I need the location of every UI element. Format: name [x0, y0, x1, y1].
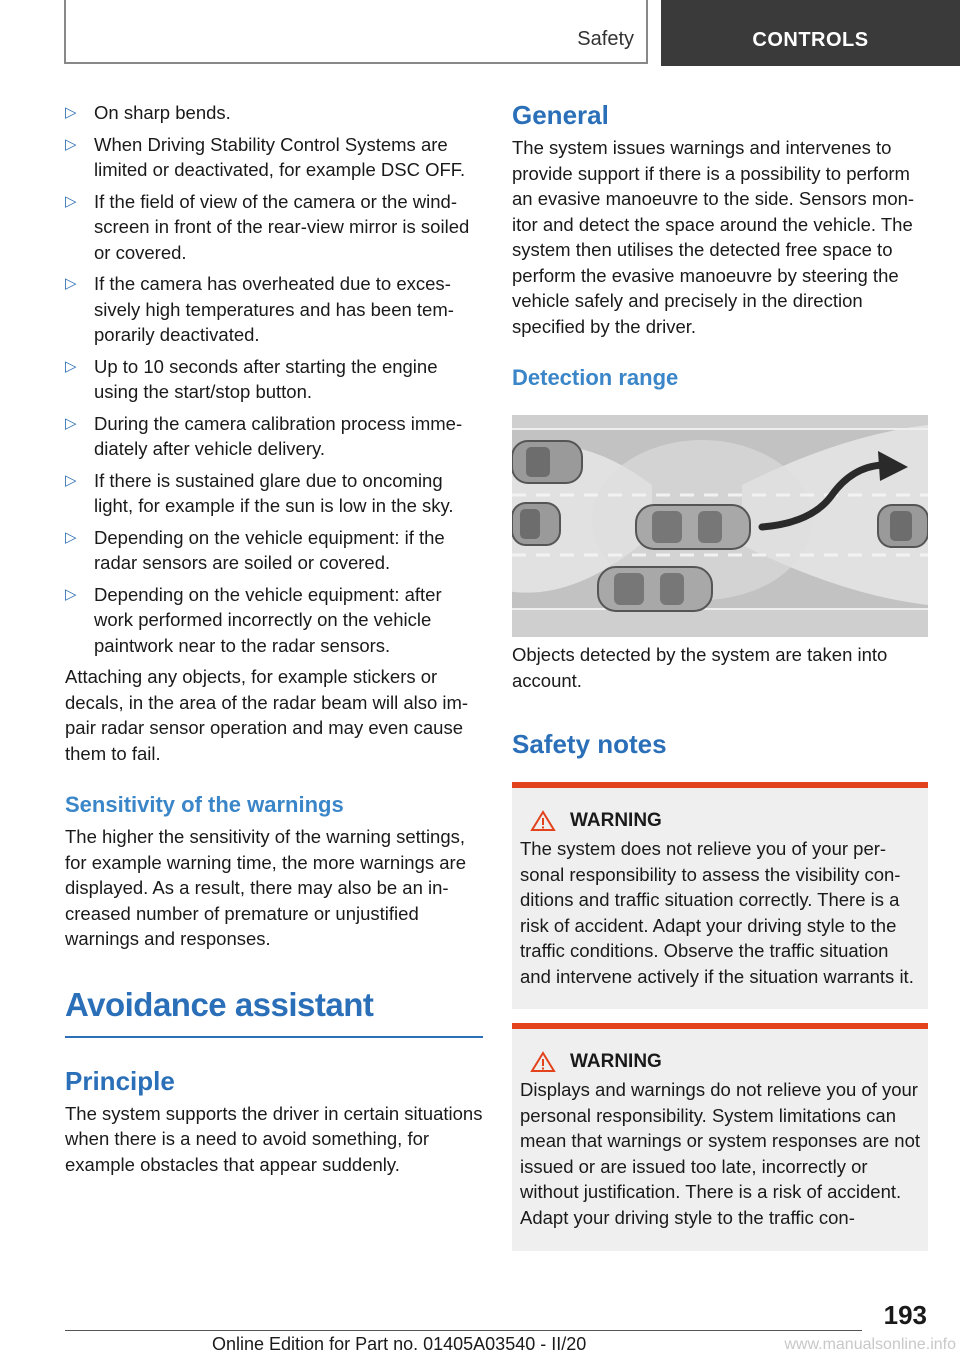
sensitivity-paragraph: The higher the sensitivity of the warning settings, for example warning time, the more warnings are displayed. As a result, there may also be an increased number of premature or unjustified warnings and responses.: [65, 826, 467, 949]
list-item-text: When Driving Stability Control Systems are limited or deactivated, for example DSC OFF.: [94, 133, 466, 180]
car-icon: [878, 505, 928, 547]
principle-paragraph: The system supports the driver in certain situations when there is a need to avoid something, for example obstacles that appear suddenly.: [65, 1102, 483, 1175]
bullet-triangle-icon: ▷: [65, 414, 77, 432]
warning-triangle-icon: [530, 810, 556, 832]
heading-divider: [65, 1036, 483, 1038]
bullet-triangle-icon: ▷: [65, 104, 77, 121]
list-item: [65, 354, 483, 405]
general-heading: General: [512, 100, 609, 130]
warning-box: [512, 1023, 928, 1251]
car-icon: [512, 503, 560, 545]
car-icon: [598, 567, 712, 611]
footer-edition: Online Edition for Part no. 01405A03540 - II/20: [212, 1334, 587, 1354]
sensitivity-heading: Sensitivity of the warnings: [65, 792, 344, 817]
header-section-box: [64, 0, 648, 64]
bullet-triangle-icon: ▷: [65, 275, 77, 292]
limitations-list: [65, 100, 483, 658]
list-item-text: Up to 10 seconds after starting the engine using the start/stop button.: [94, 355, 438, 402]
list-item: [65, 582, 483, 659]
general-paragraph: The system issues warnings and intervenes to provide support if there is a possibility to perform an evasive manoeuvre to the side. Sensors monitor and detect the space around the vehicle. The system then utilises the detected free space to perform the evasive manoeuvre by steering the vehicle safely and precisely in the direction specified by the driver.: [512, 137, 915, 337]
list-item-text: Depending on the vehicle equipment: if the radar sensors are soiled or covered.: [94, 526, 445, 573]
list-item-text: On sharp bends.: [94, 102, 231, 123]
header-chapter-title: CONTROLS: [752, 29, 869, 51]
objects-paragraph: Attaching any objects, for example stickers or decals, in the area of the radar beam will also impair radar sensor operation and may even cause them to fail.: [65, 666, 469, 764]
bullet-triangle-icon: ▷: [65, 585, 77, 603]
header-chapter-tab: [661, 0, 960, 66]
warning-title-row: [530, 810, 920, 832]
safety-notes-heading: Safety notes: [512, 729, 667, 759]
list-item: [65, 271, 483, 348]
bullet-triangle-icon: ▷: [65, 357, 77, 375]
list-item-text: If the field of view of the camera or the windscreen in front of the rear-view mirror is soiled or covered.: [94, 190, 470, 263]
bullet-triangle-icon: ▷: [65, 192, 77, 210]
left-column: [65, 100, 483, 1177]
list-item: [65, 411, 483, 462]
detection-range-illustration: [512, 415, 928, 637]
footer-divider: [65, 1330, 862, 1331]
warning-text: Displays and warnings do not relieve you of your personal responsibility. System limitations can mean that warnings or system responses are not issued or are issued too late, incorrectly or without justification. There is a risk of accident. Adapt your driving style to the traffic con-: [520, 1079, 920, 1228]
list-item: [65, 525, 483, 576]
avoidance-assistant-heading: Avoidance assistant: [65, 985, 374, 1023]
warning-title: WARNING: [570, 810, 662, 831]
principle-heading: Principle: [65, 1065, 175, 1096]
car-icon: [512, 441, 582, 483]
list-item: [65, 468, 483, 519]
bullet-triangle-icon: ▷: [65, 471, 77, 489]
list-item-text: If there is sustained glare due to oncoming light, for example if the sun is low in the sky.: [94, 469, 454, 516]
list-item-text: Depending on the vehicle equipment: after work performed incorrectly on the vehicle paintwork near to the radar sensors.: [94, 583, 442, 656]
bullet-triangle-icon: ▷: [65, 528, 77, 546]
warning-title-row: [530, 1051, 920, 1073]
header-section-title: Safety: [577, 28, 634, 50]
list-item: [65, 132, 483, 183]
list-item-text: If the camera has overheated due to excessively high temperatures and has been temporarily deactivated.: [94, 273, 454, 345]
right-column: [512, 100, 928, 1265]
car-icon: [636, 505, 750, 549]
detection-range-heading: Detection range: [512, 365, 679, 390]
list-item: [65, 100, 483, 126]
warning-box: [512, 782, 928, 1009]
footer-watermark: www.manualsonline.info: [784, 1336, 956, 1353]
list-item: [65, 189, 483, 266]
diagram-caption: Objects detected by the system are taken into account.: [512, 644, 888, 691]
warning-triangle-icon: [530, 1051, 556, 1073]
list-item-text: During the camera calibration process immediately after vehicle delivery.: [94, 412, 463, 459]
warning-text: The system does not relieve you of your personal responsibility to assess the visibility conditions and traffic situation correctly. There is a risk of accident. Adapt your driving style to the traffic conditions. Observe the traffic situation and intervene actively if the situation warrants it.: [520, 838, 914, 987]
page-number: 193: [883, 1300, 927, 1330]
bullet-triangle-icon: ▷: [65, 135, 77, 153]
warning-title: WARNING: [570, 1051, 662, 1072]
